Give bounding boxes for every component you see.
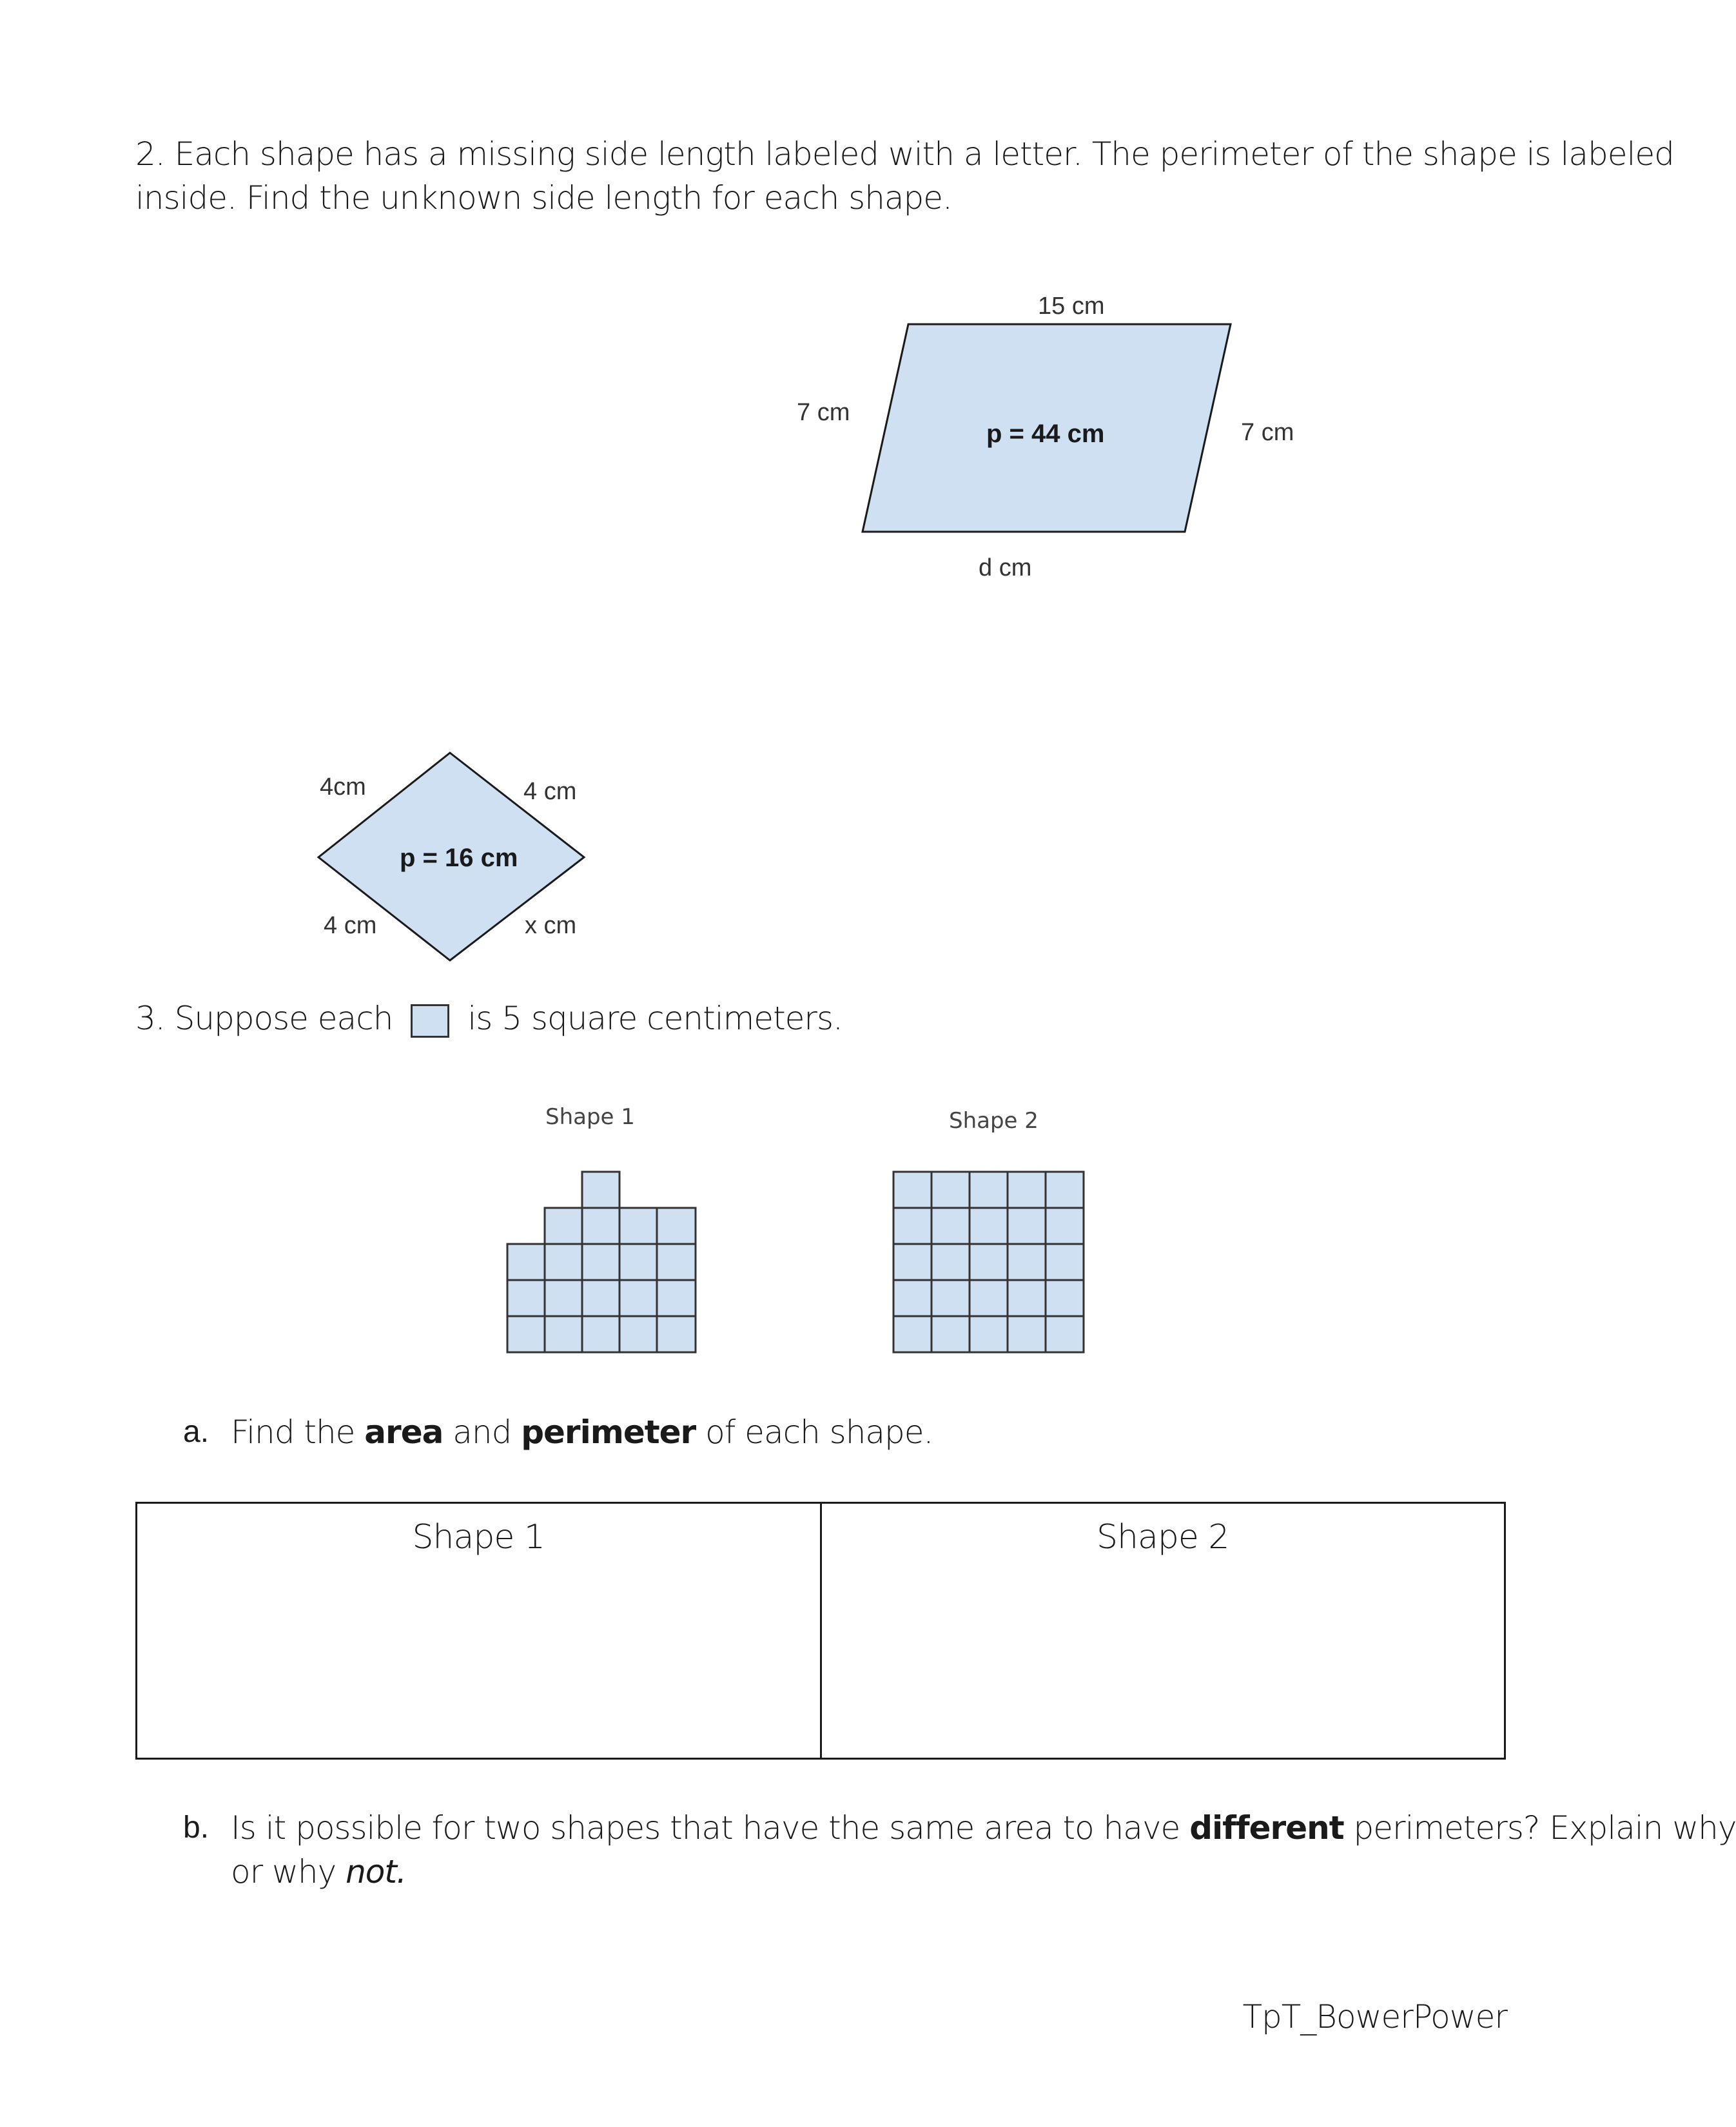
part-b-italic-not: not. [346, 1853, 406, 1890]
shape-1-cell [582, 1172, 619, 1208]
answer-table [135, 1502, 1506, 1760]
shape-1-cell [507, 1316, 545, 1352]
question-2-line-1: 2. Each shape has a missing side length labeled with a letter. The perimeter of the shape is labeled [135, 135, 1674, 173]
shape-1-cell [507, 1280, 545, 1316]
rhombus-bottom-right-label: x cm [525, 912, 577, 939]
question-3 [135, 996, 843, 1040]
shape-2-cell [893, 1316, 931, 1352]
shape-2-cell [931, 1208, 970, 1244]
shape-2-title: Shape 2 [949, 1108, 1039, 1134]
parallelogram-perimeter-label: p = 44 cm [986, 420, 1105, 448]
shape-2-cell [970, 1172, 1008, 1208]
shape-1-cell [582, 1316, 619, 1352]
part-a-text-2: and [443, 1413, 522, 1451]
shape-2-cell [931, 1280, 970, 1316]
answer-cell-shape-2[interactable] [820, 1504, 1505, 1758]
rhombus-top-left-label: 4cm [320, 773, 366, 801]
shape-1-cell [545, 1280, 582, 1316]
shape-2-cell [893, 1172, 931, 1208]
rhombus-top-right-label: 4 cm [523, 778, 577, 805]
shape-2-cell [1008, 1316, 1046, 1352]
shape-1-cell [545, 1244, 582, 1280]
part-b-text-1: Is it possible for two shapes that have the same area to have [231, 1809, 1190, 1847]
shape-2-cell [970, 1316, 1008, 1352]
shape-2-cell [931, 1244, 970, 1280]
shape-2-cell [970, 1244, 1008, 1280]
answer-cell-shape-1[interactable] [137, 1504, 820, 1758]
shape-2-cell [1008, 1280, 1046, 1316]
shape-1-cell [545, 1316, 582, 1352]
shape-1-cell [507, 1244, 545, 1280]
shape-1-cell [657, 1280, 696, 1316]
part-b-text-3: or why [231, 1853, 346, 1890]
shape-2-cell [970, 1280, 1008, 1316]
shape-1-cell [582, 1208, 619, 1244]
shape-2-cell [893, 1244, 931, 1280]
shape-1-cell [619, 1280, 657, 1316]
shape-2-cell [931, 1172, 970, 1208]
shape-2-cell [1008, 1172, 1046, 1208]
part-a-text-3: of each shape. [696, 1413, 933, 1451]
parallelogram-bottom-label: d cm [979, 554, 1032, 581]
shape-2-cell [1046, 1280, 1084, 1316]
part-b-bold-different: different [1189, 1809, 1344, 1847]
part-a-text [231, 1410, 933, 1454]
shape-1-cell [545, 1208, 582, 1244]
shape-2-cell [970, 1208, 1008, 1244]
part-b-line-1 [231, 1806, 1736, 1850]
parallelogram-right-label: 7 cm [1241, 419, 1294, 446]
part-a-text-1: Find the [231, 1413, 365, 1451]
parallelogram-top-label: 15 cm [1038, 293, 1105, 320]
rhombus-perimeter-label: p = 16 cm [400, 844, 518, 872]
shape-1-title: Shape 1 [545, 1104, 635, 1130]
shape-2-cell [931, 1316, 970, 1352]
shape-1-cell [657, 1316, 696, 1352]
parallelogram-left-label: 7 cm [797, 399, 850, 426]
shape-2-cell [1008, 1244, 1046, 1280]
shape-1-cell [582, 1280, 619, 1316]
rhombus-bottom-left-label: 4 cm [324, 912, 377, 939]
shape-2-cell [1046, 1172, 1084, 1208]
footer-credit: TpT_BowerPower [1242, 1998, 1507, 2035]
question-2-line-2: inside. Find the unknown side length for each shape. [135, 179, 952, 217]
shape-2-cell [1046, 1316, 1084, 1352]
shape-1-cell [619, 1244, 657, 1280]
shape-1-cell [619, 1316, 657, 1352]
question-3-suffix: is 5 square centimeters. [467, 1000, 843, 1037]
shape-2-cell [893, 1208, 931, 1244]
question-3-prefix: 3. Suppose each [135, 1000, 393, 1037]
part-b-text-2: perimeters? Explain why [1343, 1809, 1736, 1847]
part-a-bold-area: area [364, 1413, 444, 1451]
part-b-line-2 [231, 1850, 1507, 1894]
part-a-marker: a. [183, 1415, 210, 1449]
unit-square-icon [411, 1004, 449, 1038]
part-a-bold-perimeter: perimeter [521, 1413, 696, 1451]
answer-header-shape-2: Shape 2 [1097, 1518, 1229, 1557]
shape-2-cell [893, 1280, 931, 1316]
shape-1-cell [657, 1208, 696, 1244]
shape-2-cell [1046, 1208, 1084, 1244]
shape-2-cell [1046, 1244, 1084, 1280]
part-b-text [231, 1806, 1736, 1894]
shape-1-cell [657, 1244, 696, 1280]
shape-1-grid [507, 1172, 696, 1352]
part-b-marker: b. [183, 1811, 210, 1845]
shape-2-grid [893, 1172, 1084, 1352]
shape-2-cell [1008, 1208, 1046, 1244]
shape-1-cell [619, 1208, 657, 1244]
answer-header-shape-1: Shape 1 [412, 1518, 545, 1557]
shape-1-cell [582, 1244, 619, 1280]
